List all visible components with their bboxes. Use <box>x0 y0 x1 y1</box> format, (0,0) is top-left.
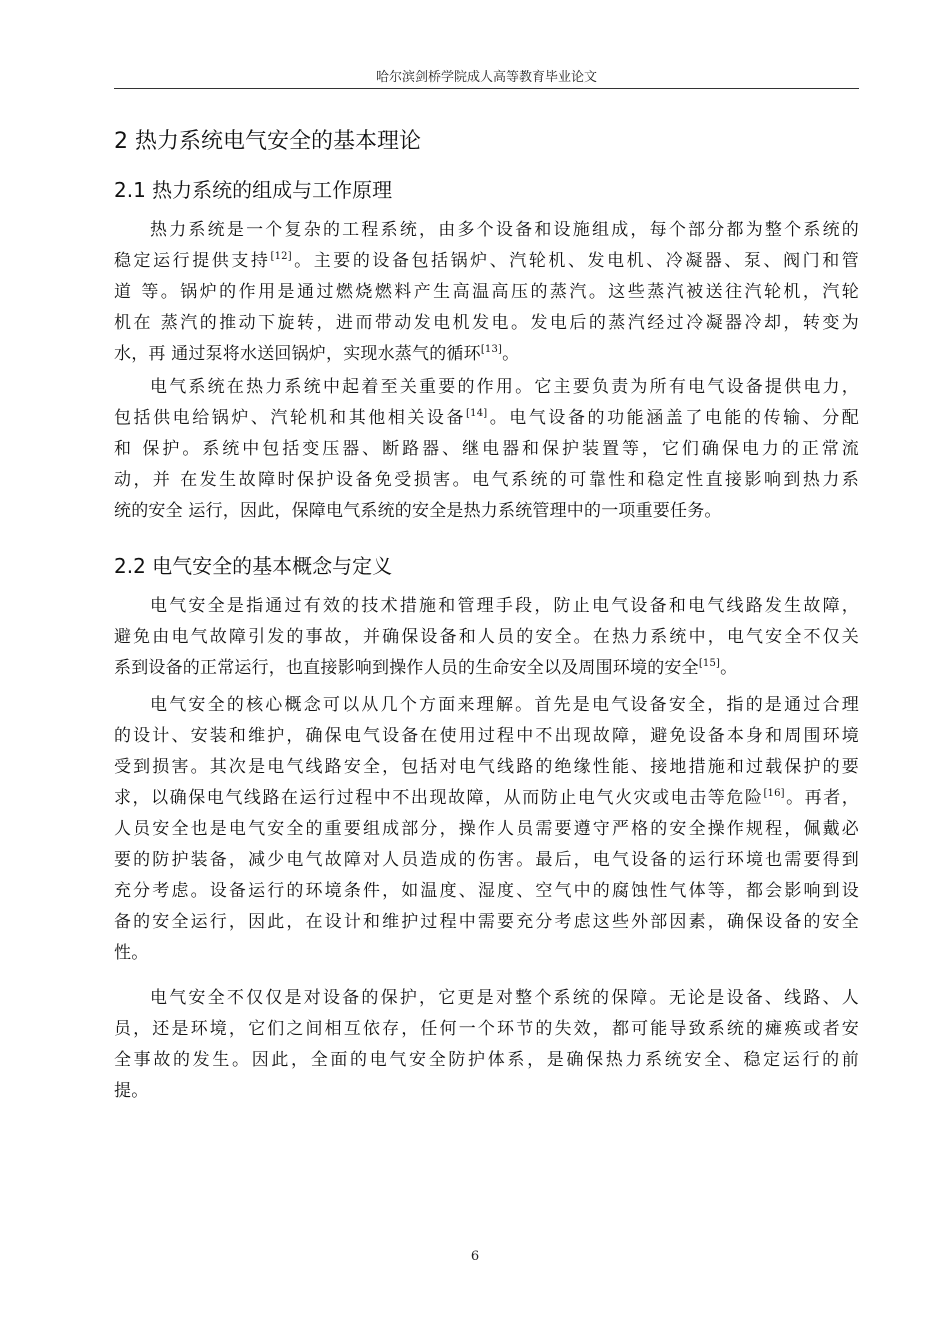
text-segment: 充分考虑。设备运行的环境条件，如温度、湿度、空气中的腐蚀性气体等，都会影响到设 <box>114 881 859 901</box>
text-segment: 和 保护。系统中包括变压器、断路器、继电器和保护装置等，它们确保电力的正常流 <box>114 439 859 459</box>
text-line <box>114 277 859 308</box>
text-segment: 性。 <box>114 943 149 963</box>
paragraph <box>114 983 859 1107</box>
text-line <box>114 1076 859 1107</box>
text-line <box>114 938 859 969</box>
text-segment: 电气安全不仅仅是对设备的保护，它更是对整个系统的保障。无论是设备、线路、人 <box>150 988 859 1008</box>
running-header: 哈尔滨剑桥学院成人高等教育毕业论文 <box>375 70 597 85</box>
text-segment: 避免由电气故障引发的事故，并确保设备和人员的安全。在热力系统中，电气安全不仅关 <box>114 627 859 647</box>
text-line <box>114 403 859 434</box>
text-segment: 包括供电给锅炉、汽轮机和其他相关设备 <box>114 408 467 428</box>
text-line <box>114 308 859 339</box>
text-line <box>114 246 859 277</box>
text-segment: 电气安全的核心概念可以从几个方面来理解。首先是电气设备安全，指的是通过合理 <box>150 695 859 715</box>
text-segment: 统的安全 运行，因此，保障电气系统的安全是热力系统管理中的一项重要任务。 <box>114 501 722 521</box>
citation-ref: [16] <box>763 788 785 799</box>
text-line <box>114 690 859 721</box>
text-segment: 道 等。锅炉的作用是通过燃烧燃料产生高温高压的蒸汽。这些蒸汽被送往汽轮机，汽轮 <box>114 282 859 302</box>
text-segment: 机在 蒸汽的推动下旋转，进而带动发电机发电。发电后的蒸汽经过冷凝器冷却，转变为 <box>114 313 859 333</box>
text-segment: 备的安全运行，因此，在设计和维护过程中需要充分考虑这些外部因素，确保设备的安全 <box>114 912 859 932</box>
text-line <box>114 339 859 370</box>
text-line <box>114 434 859 465</box>
citation-ref: [13] <box>480 344 503 355</box>
section-title-2-1: 2.1 热力系统的组成与工作原理 <box>114 178 393 202</box>
text-line <box>114 845 859 876</box>
text-line <box>114 814 859 845</box>
text-segment: 人员安全也是电气安全的重要组成部分，操作人员需要遵守严格的安全操作规程，佩戴必 <box>114 819 859 839</box>
text-segment: 。 <box>720 658 738 678</box>
citation-ref: [12] <box>270 251 292 262</box>
text-segment: 。再者， <box>784 788 859 808</box>
text-line <box>114 591 859 622</box>
text-line <box>114 622 859 653</box>
header-rule <box>114 88 859 89</box>
text-line <box>114 1014 859 1045</box>
paragraph <box>114 372 859 527</box>
text-line <box>114 752 859 783</box>
citation-ref: [14] <box>466 408 488 419</box>
text-line <box>114 465 859 496</box>
text-segment: 。电气设备的功能涵盖了电能的传输、分配 <box>487 408 859 428</box>
text-segment: 的设计、安装和维护，确保电气设备在使用过程中不出现故障，避免设备本身和周围环境 <box>114 726 859 746</box>
citation-ref: [15] <box>698 658 721 669</box>
text-segment: 提。 <box>114 1081 149 1101</box>
text-line <box>114 783 859 814</box>
chapter-title: 2 热力系统电气安全的基本理论 <box>114 129 421 154</box>
text-line <box>114 907 859 938</box>
text-segment: 稳定运行提供支持 <box>114 251 271 271</box>
text-segment: 水，再 通过泵将水送回锅炉，实现水蒸气的循环 <box>114 344 481 364</box>
page-number: 6 <box>470 1249 480 1264</box>
text-segment: 热力系统是一个复杂的工程系统，由多个设备和设施组成，每个部分都为整个系统的 <box>150 220 859 240</box>
text-segment: 系到设备的正常运行，也直接影响到操作人员的生命安全以及周围环境的安全 <box>114 658 699 678</box>
paragraph <box>114 591 859 684</box>
text-segment: 全事故的发生。因此，全面的电气安全防护体系，是确保热力系统安全、稳定运行的前 <box>114 1050 859 1070</box>
text-line <box>114 721 859 752</box>
section-title-2-2: 2.2 电气安全的基本概念与定义 <box>114 554 393 578</box>
paragraph <box>114 690 859 969</box>
text-line <box>114 876 859 907</box>
text-segment: 电气系统在热力系统中起着至关重要的作用。它主要负责为所有电气设备提供电力， <box>150 377 859 397</box>
text-line <box>114 653 859 684</box>
text-line <box>114 983 859 1014</box>
text-segment: 要的防护装备，减少电气故障对人员造成的伤害。最后，电气设备的运行环境也需要得到 <box>114 850 859 870</box>
text-line <box>114 496 859 527</box>
text-segment: 电气安全是指通过有效的技术措施和管理手段，防止电气设备和电气线路发生故障， <box>150 596 859 616</box>
text-segment: 员，还是环境，它们之间相互依存，任何一个环节的失效，都可能导致系统的瘫痪或者安 <box>114 1019 859 1039</box>
paragraph <box>114 215 859 370</box>
text-line <box>114 1045 859 1076</box>
text-line <box>114 372 859 403</box>
text-segment: 。主要的设备包括锅炉、汽轮机、发电机、冷凝器、泵、阀门和管 <box>291 251 859 271</box>
text-segment: 求，以确保电气线路在运行过程中不出现故障，从而防止电气火灾或电击等危险 <box>114 788 764 808</box>
text-segment: 。 <box>502 344 520 364</box>
text-segment: 动，并 在发生故障时保护设备免受损害。电气系统的可靠性和稳定性直接影响到热力系 <box>114 470 859 490</box>
text-line <box>114 215 859 246</box>
text-segment: 受到损害。其次是电气线路安全，包括对电气线路的绝缘性能、接地措施和过载保护的要 <box>114 757 859 777</box>
